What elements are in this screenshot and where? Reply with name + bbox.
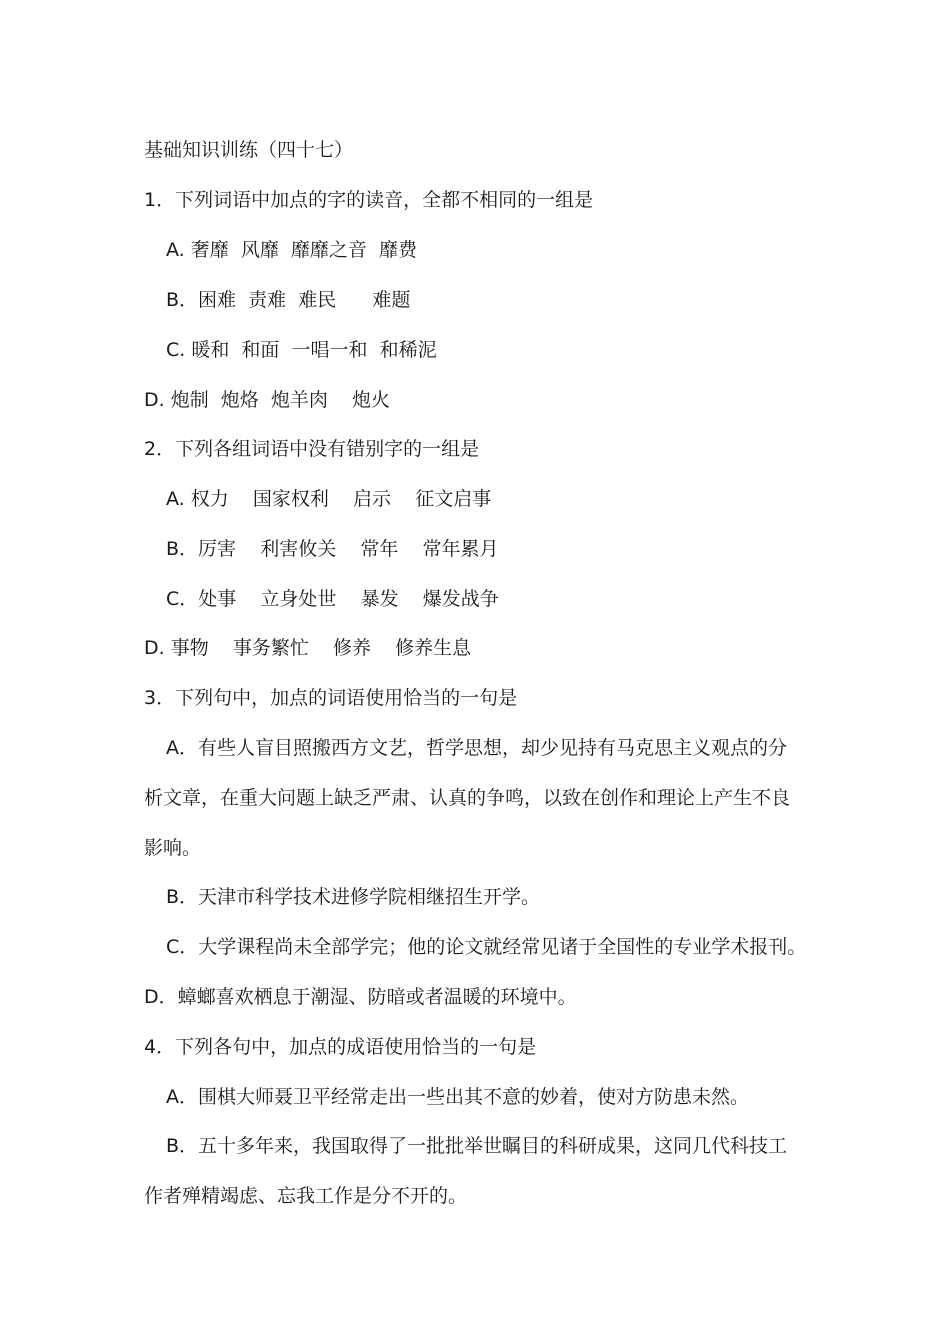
q2-option-b: B．厉害 利害攸关 常年 常年累月 (166, 538, 499, 560)
q1-option-b: B．困难 责难 难民 难题 (166, 289, 411, 311)
q3-option-c: C．大学课程尚未全部学完；他的论文就经常见诸于全国性的专业学术报刊。 (166, 936, 807, 958)
q1-option-c: C. 暖和 和面 一唱一和 和稀泥 (166, 339, 437, 361)
q3-option-a-line3: 影响。 (144, 837, 202, 859)
q3-option-a-line2: 析文章，在重大问题上缺乏严肃、认真的争鸣，以致在创作和理论上产生不良 (144, 787, 791, 809)
question-3: 3．下列句中，加点的词语使用恰当的一句是 (144, 687, 518, 709)
q3-option-d: D．蟑螂喜欢栖息于潮湿、防暗或者温暖的环境中。 (144, 986, 577, 1008)
question-2: 2．下列各组词语中没有错别字的一组是 (144, 438, 480, 460)
q4-option-a: A．围棋大师聂卫平经常走出一些出其不意的妙着，使对方防患未然。 (166, 1086, 749, 1108)
q3-option-a-line1: A．有些人盲目照搬西方文艺，哲学思想，却少见持有马克思主义观点的分 (166, 737, 787, 759)
question-1: 1．下列词语中加点的字的读音，全都不相同的一组是 (144, 189, 594, 211)
q2-option-a: A. 权力 国家权利 启示 征文启事 (166, 488, 492, 510)
document-title: 基础知识训练（四十七） (144, 139, 354, 161)
q3-option-b: B．天津市科学技术进修学院相继招生开学。 (166, 886, 541, 908)
q4-option-b-line2: 作者殚精竭虑、忘我工作是分不开的。 (144, 1185, 468, 1207)
q2-option-d: D. 事物 事务繁忙 修养 修养生息 (144, 637, 472, 659)
q4-option-b-line1: B．五十多年来，我国取得了一批批举世瞩目的科研成果，这同几代科技工 (166, 1135, 788, 1157)
q1-option-a: A. 奢靡 风靡 靡靡之音 靡费 (166, 239, 417, 261)
q2-option-c: C．处事 立身处世 暴发 爆发战争 (166, 588, 499, 610)
question-4: 4．下列各句中，加点的成语使用恰当的一句是 (144, 1036, 537, 1058)
q1-option-d: D. 炮制 炮烙 炮羊肉 炮火 (144, 389, 391, 411)
